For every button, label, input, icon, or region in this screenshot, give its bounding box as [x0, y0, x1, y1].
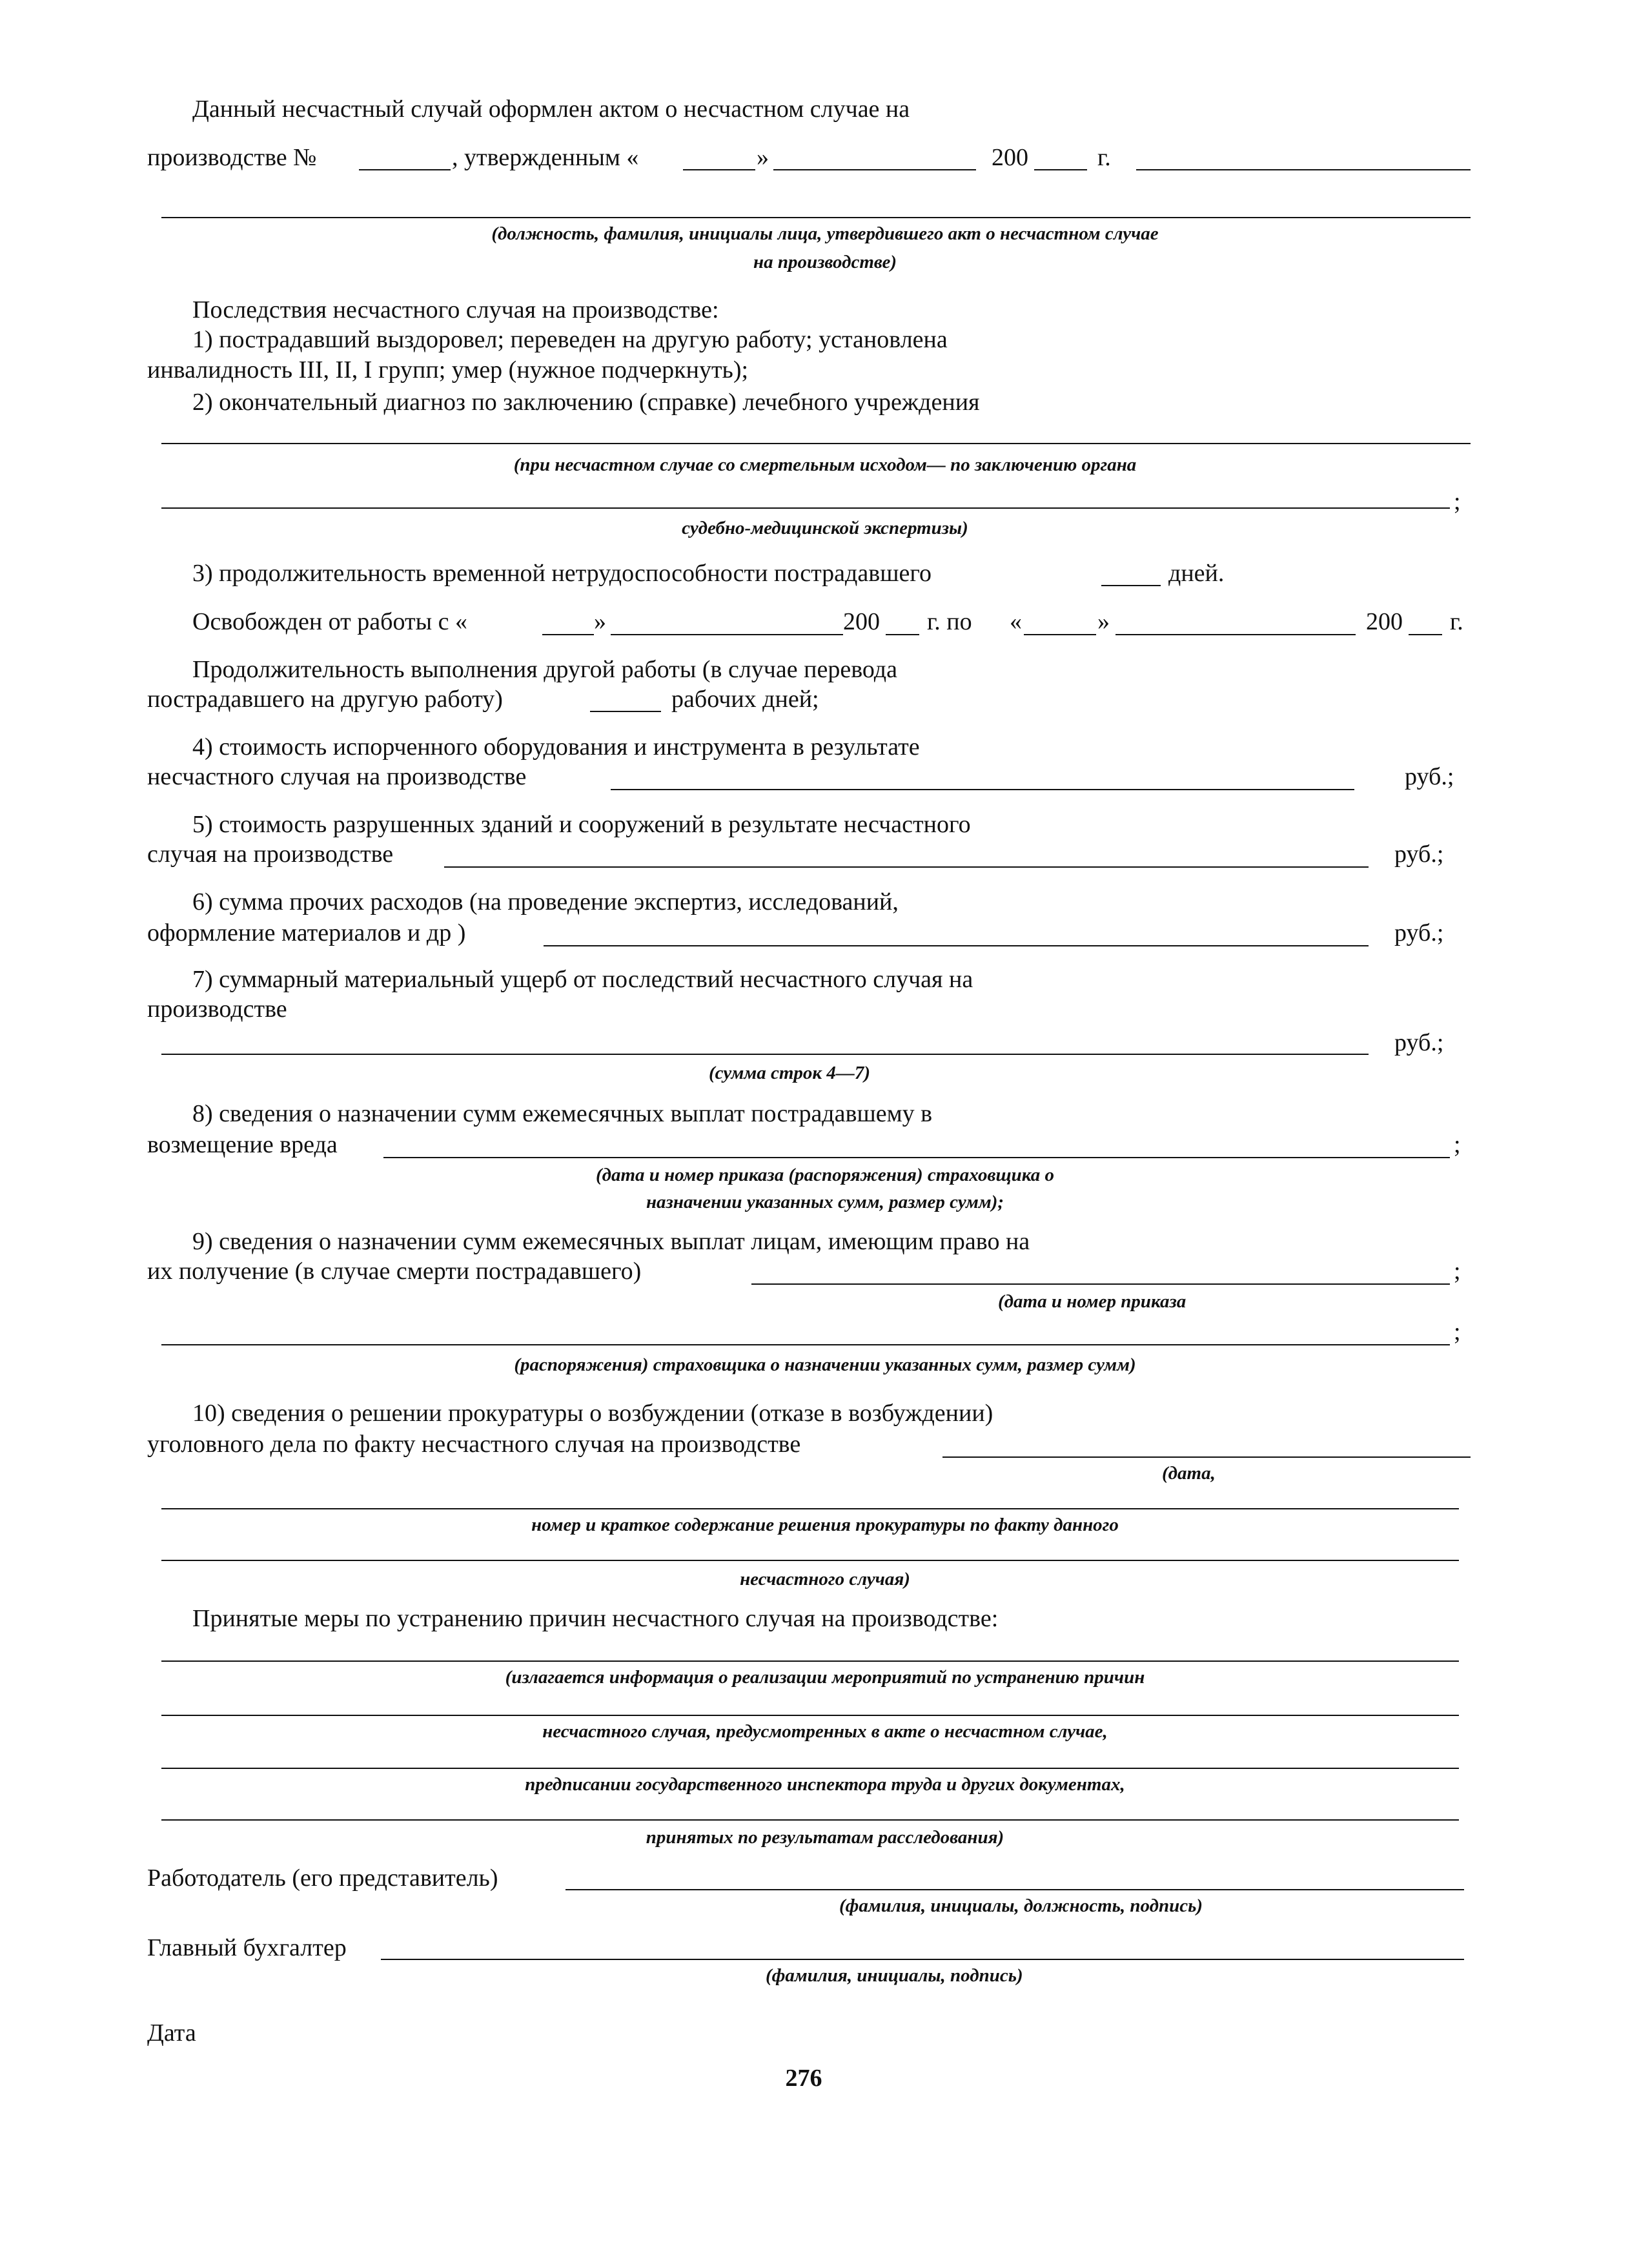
accountant-signature-caption: (фамилия, инициалы, подпись)	[766, 1965, 1023, 1986]
consequence-7-line-1: 7) суммарный материальный ущерб от последствий несчастного случая на	[192, 966, 973, 993]
victim-payments-field[interactable]	[383, 1157, 1450, 1158]
approver-field-2[interactable]	[161, 217, 1471, 218]
accountant-label: Главный бухгалтер	[147, 1934, 347, 1961]
buildings-cost-rub: руб.;	[1394, 841, 1444, 868]
consequence-8-line-1: 8) сведения о назначении сумм ежемесячных выплат пострадавшему в	[192, 1100, 933, 1127]
released-year-2: 200	[1366, 608, 1403, 635]
total-damage-field[interactable]	[161, 1054, 1369, 1055]
diagnosis-caption-1: (при несчастном случае со смертельным исходом— по заключению органа	[513, 455, 1137, 475]
measures-field-3[interactable]	[161, 1768, 1459, 1769]
consequence-7-line-2: производстве	[147, 996, 287, 1023]
diagnosis-field-1[interactable]	[161, 443, 1471, 444]
victim-payments-caption-2: назначении указанных сумм, размер сумм);	[646, 1192, 1004, 1212]
intro-line-2-label: производстве №	[147, 144, 317, 171]
equipment-cost-rub: руб.;	[1405, 763, 1454, 790]
approval-day-field[interactable]	[683, 169, 755, 170]
victim-payments-semicolon: ;	[1454, 1131, 1461, 1158]
diagnosis-semicolon: ;	[1454, 488, 1461, 515]
measures-field-4[interactable]	[161, 1819, 1459, 1821]
intro-year-suffix: г.	[1097, 144, 1111, 171]
released-to-day-field[interactable]	[1024, 634, 1096, 635]
intro-quote-close: »	[757, 144, 769, 171]
consequence-8-line-2: возмещение вреда	[147, 1131, 338, 1158]
consequence-1-line-1: 1) пострадавший выздоровел; переведен на другую работу; установлена	[192, 326, 948, 353]
other-work-line-2: пострадавшего на другую работу)	[147, 686, 503, 713]
other-work-days-field[interactable]	[590, 711, 661, 712]
other-work-line-1: Продолжительность выполнения другой работы (в случае перевода	[192, 656, 897, 683]
total-damage-rub: руб.;	[1394, 1029, 1444, 1056]
consequence-9-line-2: их получение (в случае смерти пострадавшего)	[147, 1258, 642, 1285]
employer-label: Работодатель (его представитель)	[147, 1864, 498, 1892]
released-year-1: 200	[843, 608, 880, 635]
measures-field-2[interactable]	[161, 1715, 1459, 1716]
intro-line-1: Данный несчастный случай оформлен актом о несчастном случае на	[192, 96, 910, 123]
other-expenses-field[interactable]	[544, 945, 1369, 946]
consequence-3: 3) продолжительность временной нетрудоспособности пострадавшего	[192, 560, 932, 587]
dependants-payments-semicolon-2: ;	[1454, 1318, 1461, 1345]
employer-signature-field[interactable]	[565, 1889, 1464, 1890]
diagnosis-field-2[interactable]	[161, 507, 1450, 509]
consequences-heading: Последствия несчастного случая на производстве:	[192, 296, 719, 323]
consequence-2: 2) окончательный диагноз по заключению (справке) лечебного учреждения	[192, 389, 980, 416]
consequence-10-line-2: уголовного дела по факту несчастного случая на производстве	[147, 1431, 801, 1458]
measures-caption-1: (излагается информация о реализации мероприятий по устранению причин	[505, 1667, 1145, 1688]
prosecutor-decision-caption-1: (дата,	[1162, 1463, 1216, 1484]
measures-heading: Принятые меры по устранению причин несчастного случая на производстве:	[192, 1605, 999, 1632]
measures-caption-2: несчастного случая, предусмотренных в акте о несчастном случае,	[542, 1721, 1108, 1742]
employer-signature-caption: (фамилия, инициалы, должность, подпись)	[839, 1895, 1203, 1916]
approver-caption-1: (должность, фамилия, инициалы лица, утвердившего акт о несчастном случае	[491, 223, 1159, 244]
consequence-3-days: дней.	[1168, 560, 1225, 587]
dependants-payments-caption-1: (дата и номер приказа	[998, 1291, 1187, 1312]
consequence-6-line-2: оформление материалов и др )	[147, 919, 466, 946]
dependants-payments-field-2[interactable]	[161, 1344, 1450, 1345]
approval-month-field[interactable]	[773, 169, 976, 170]
consequence-4-line-1: 4) стоимость испорченного оборудования и инструмента в результате	[192, 733, 920, 761]
date-label: Дата	[147, 2019, 196, 2047]
prosecutor-decision-caption-3: несчастного случая)	[740, 1569, 910, 1589]
consequence-1-line-2: инвалидность III, II, I групп; умер (нужное подчеркнуть);	[147, 356, 749, 383]
released-quote-2: «	[1010, 608, 1022, 635]
consequence-6-line-1: 6) сумма прочих расходов (на проведение экспертиз, исследований,	[192, 888, 899, 915]
consequence-5-line-1: 5) стоимость разрушенных зданий и сооружений в результате несчастного	[192, 811, 971, 838]
page-number: 276	[785, 2065, 822, 2092]
released-quote-1: »	[594, 608, 606, 635]
consequence-5-line-2: случая на производстве	[147, 841, 394, 868]
intro-approved-label: , утвержденным «	[452, 144, 639, 171]
dependants-payments-caption-2: (распоряжения) страховщика о назначении указанных сумм, размер сумм)	[514, 1354, 1136, 1375]
prosecutor-decision-caption-2: номер и краткое содержание решения прокуратуры по факту данного	[531, 1515, 1119, 1535]
released-to-label: г. по	[927, 608, 972, 635]
total-damage-caption: (сумма строк 4—7)	[709, 1063, 870, 1083]
consequence-9-line-1: 9) сведения о назначении сумм ежемесячных выплат лицам, имеющим право на	[192, 1228, 1030, 1255]
approval-year-field[interactable]	[1034, 169, 1087, 170]
approver-caption-2: на производстве)	[753, 252, 897, 272]
equipment-cost-field[interactable]	[611, 789, 1354, 790]
released-to-month-field[interactable]	[1115, 634, 1356, 635]
released-from-day-field[interactable]	[542, 634, 594, 635]
consequence-4-line-2: несчастного случая на производстве	[147, 763, 527, 790]
released-from-month-field[interactable]	[611, 634, 843, 635]
intro-year-prefix: 200	[992, 144, 1028, 171]
prosecutor-decision-field-1[interactable]	[942, 1456, 1471, 1458]
dependants-payments-semicolon-1: ;	[1454, 1258, 1461, 1285]
released-to-year-field[interactable]	[1409, 634, 1442, 635]
approver-field-1[interactable]	[1136, 169, 1471, 170]
diagnosis-caption-2: судебно-медицинской экспертизы)	[682, 518, 968, 538]
measures-caption-4: принятых по результатам расследования)	[646, 1827, 1004, 1848]
other-work-days-label: рабочих дней;	[671, 686, 819, 713]
disability-days-field[interactable]	[1101, 585, 1161, 586]
prosecutor-decision-field-3[interactable]	[161, 1560, 1459, 1561]
buildings-cost-field[interactable]	[444, 866, 1369, 868]
dependants-payments-field-1[interactable]	[751, 1283, 1450, 1285]
released-from-year-field[interactable]	[886, 634, 919, 635]
released-year-suffix: г.	[1450, 608, 1463, 635]
released-label: Освобожден от работы с «	[192, 608, 467, 635]
consequence-10-line-1: 10) сведения о решении прокуратуры о возбуждении (отказе в возбуждении)	[192, 1400, 993, 1427]
victim-payments-caption-1: (дата и номер приказа (распоряжения) страховщика о	[595, 1165, 1055, 1185]
prosecutor-decision-field-2[interactable]	[161, 1508, 1459, 1509]
measures-caption-3: предписании государственного инспектора труда и других документах,	[525, 1774, 1125, 1795]
other-expenses-rub: руб.;	[1394, 919, 1444, 946]
act-number-field[interactable]	[359, 169, 451, 170]
accountant-signature-field[interactable]	[381, 1959, 1464, 1960]
measures-field-1[interactable]	[161, 1660, 1459, 1662]
released-quote-3: »	[1097, 608, 1110, 635]
